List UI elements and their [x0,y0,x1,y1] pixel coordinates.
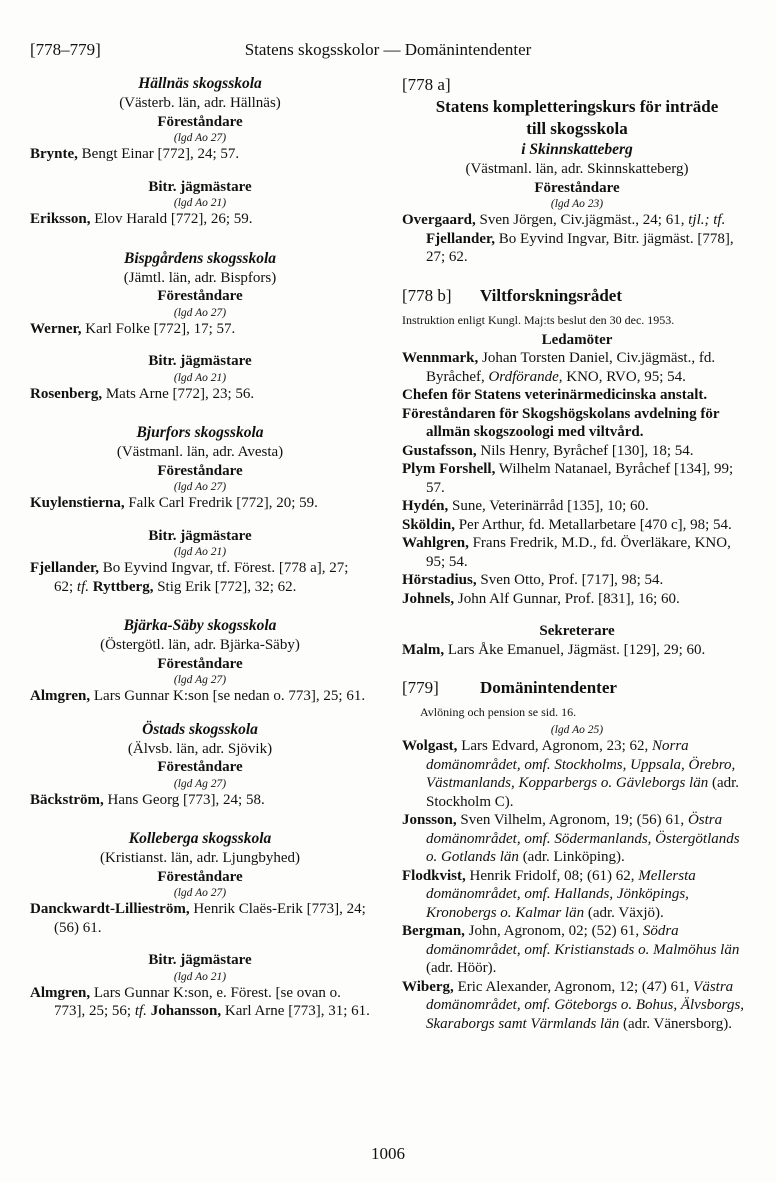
member-entry [402,534,752,571]
member-entry [402,571,752,590]
intendant-entry [402,737,752,811]
person-details: Bengt Einar [772], 24; 57. [77,146,240,162]
role-heading: Föreståndare [157,113,243,130]
person-details: Lars Åke Emanuel, Jägmäst. [129], 29; 60. [444,641,706,658]
person-entry [30,494,370,513]
section-778b [402,287,752,660]
person-details: Sven Otto, Prof. [717], 98; 54. [476,572,664,588]
district: Östra domänområdet, omf. Södermanlands, Östergötlands o. Gotlands län [426,812,740,865]
member-entry [402,349,752,386]
role-heading: Ledamöter [541,331,613,348]
person-details: Henrik Fridolf, 08; (61) 62, [465,867,639,884]
bjarka-saby-section [30,616,370,706]
person-name: Kuylenstierna, [30,495,125,511]
person-details: Sune, Veterinärråd [135], 10; 60. [448,498,649,514]
role-heading: Bitr. jägmästare [148,952,252,968]
person-details: John Alf Gunnar, Prof. [831], 16; 60. [454,590,680,607]
district: Norra domänområdet, omf. Stockholms, Uppsala, Örebro, Västmanlands, Kopparbergs o. Gävleborgs län [426,738,736,791]
person-name: Johansson, [146,1003,222,1019]
section-title-line2: till skogsskola [526,119,628,138]
tf-abbrev: tf. [709,212,726,228]
person-entry [30,984,370,1021]
person-details: Falk Carl Fredrik [772], 20; 59. [124,495,318,511]
person-entry [402,211,752,267]
school-title: Bjurfors skogsskola [136,424,264,441]
person-name: Gustafsson, [402,442,477,459]
person-details: Sven Jörgen, Civ.jägmäst., 24; 61, [475,212,689,228]
person-entry [30,791,370,810]
tf-abbrev: tf. [76,578,90,595]
running-header [0,40,776,64]
hallnas-section [30,74,370,229]
person-name: Rosenberg, [30,385,103,402]
person-details: John, Agronom, 02; (52) 61, [464,923,643,939]
school-title: Bispgårdens skogsskola [123,249,277,267]
person-details: Wilhelm Natanael, Byråchef [134], 99; 57. [426,461,734,496]
school-address: (Kristianst. län, adr. Ljungbyhed) [100,850,300,866]
person-name: Ryttberg, [89,578,154,595]
salary-grade: (lgd Ag 27) [173,674,227,686]
person-name: Werner, [30,320,82,337]
school-address: (Västerb. län, adr. Hällnäs) [119,95,281,111]
role-heading: Bitr. jägmästare [148,527,252,544]
school-address: (Östergötl. län, adr. Bjärka-Säby) [100,637,300,653]
section-778a [402,74,752,267]
instruction-note: Instruktion enligt Kungl. Maj:ts beslut den 30 dec. 1953. [402,312,675,327]
person-name: Flodkvist, [402,867,466,884]
section-title: Domänintendenter [480,678,617,697]
school-address: (Älvsb. län, adr. Sjövik) [127,740,273,757]
salary-grade: (lgd Ao 27) [173,481,227,493]
school-address: (Västmanl. län, adr. Avesta) [116,444,284,460]
person-name: Sköldin, [402,516,455,533]
person-details: Henrik Claës-Erik [773], 24; (56) 61. [54,901,366,936]
person-details: Stig Erik [772], 32; 62. [153,578,297,595]
school-title: Bjärka-Säby skogsskola [123,617,277,634]
person-name: Malm, [402,641,445,658]
person-name: Wahlgren, [402,535,469,551]
school-address: (Jämtl. län, adr. Bispfors) [123,269,277,286]
role-heading: Sekreterare [539,623,615,639]
person-name: Eriksson, [30,211,91,227]
school-title: Kolleberga skogsskola [128,830,272,847]
district: Västra domänområdet, omf. Göteborgs o. Bohus, Älvsborgs, Skaraborgs samt Värmlands län [426,978,745,1032]
bispgarden-section [30,249,370,404]
role-heading: Föreståndare [157,288,243,304]
person-name: Brynte, [30,146,78,162]
person-name: Fjellander, [426,230,496,247]
role-heading: Föreståndare [157,759,243,775]
intendant-entry [402,978,752,1034]
section-heading [402,287,752,313]
intendant-entry [402,922,752,978]
ostad-section [30,720,370,810]
salary-grade: (lgd Ao 21) [173,371,227,384]
person-address: (adr. Vänersborg). [619,1015,732,1032]
person-details: Bo Eyvind Ingvar, tf. Förest. [778 a], 27; 62; [54,560,349,595]
person-details: Eric Alexander, Agronom, 12; (47) 61, [453,978,694,995]
person-entry [30,145,370,164]
school-title: Hällnäs skogsskola [138,75,262,92]
salary-grade: (lgd Ao 23) [550,198,604,210]
member-entry [402,497,752,516]
member-entry: Föreståndaren för Skogshögskolans avdelning för allmän skogszoologi med viltvård. [402,405,720,440]
person-details: Per Arthur, fd. Metallarbetare [470 c], 98; 54. [454,516,732,533]
person-entry [30,210,370,229]
salary-note: Avlöning och pension se sid. 16. [420,705,577,719]
member-entry [402,442,752,461]
role-heading: Bitr. jägmästare [148,353,252,369]
right-column [402,74,752,1033]
salary-grade: (lgd Ao 27) [173,306,227,319]
salary-grade: (lgd Ao 21) [173,546,227,558]
person-details: Bo Eyvind Ingvar, Bitr. jägmäst. [778], 27; 62. [426,230,734,265]
person-details: Hans Georg [773], 24; 58. [103,791,265,808]
section-address: (Västmanl. län, adr. Skinnskatteberg) [465,161,689,177]
district: Södra domänområdet, omf. Kristianstads o. Malmöhus län [426,923,740,958]
header-page-range: [778–779] [30,40,101,59]
person-name: Bäckström, [30,791,104,808]
person-details: Lars Edvard, Agronom, 23; 62, [457,738,652,754]
person-name: Fjellander, [30,560,100,576]
salary-grade: (lgd Ao 21) [173,970,227,983]
role-heading: Föreståndare [534,179,620,196]
role-heading: Föreståndare [157,868,243,885]
person-entry [30,320,370,339]
role-heading: Bitr. jägmästare [148,178,252,195]
person-details: Frans Fredrik, M.D., fd. Överläkare, KNO, 95; 54. [426,535,731,570]
member-entry: Chefen för Statens veterinärmedicinska anstalt. [402,387,708,403]
person-address: (adr. Linköping). [518,849,625,865]
salary-grade: (lgd Ag 27) [173,777,227,790]
person-details: Johan Torsten Daniel, Civ.jägmäst., fd. Byråchef, [426,350,716,385]
person-details: Nils Henry, Byråchef [130], 18; 54. [476,442,694,459]
person-name: Bergman, [402,923,465,939]
chair-role: Ordförande, [488,368,563,385]
person-name: Wennmark, [402,350,479,366]
person-name: Almgren, [30,984,91,1001]
person-name: Hörstadius, [402,572,477,588]
salary-grade: (lgd Ao 27) [173,132,227,144]
bjurfors-section [30,423,370,596]
section-heading [402,679,752,705]
person-name: Danckwardt-Lillieström, [30,901,190,917]
person-name: Wolgast, [402,738,458,754]
salary-grade: (lgd Ao 21) [173,197,227,209]
section-number: [778 a] [402,75,451,94]
tf-abbrev: tf. [134,1003,147,1019]
intendant-entry [402,811,752,867]
person-address: (adr. Växjö). [584,904,664,921]
person-details: KNO, RVO, 95; 54. [562,368,686,385]
school-title: Östads skogsskola [142,720,258,738]
person-entry [30,900,370,937]
left-column [30,74,370,1021]
section-place: i Skinnskatteberg [521,141,633,158]
person-address: (adr. Höör). [426,960,497,976]
intendant-entry [402,867,752,923]
section-title: Viltforskningsrådet [480,285,622,305]
page-number: 1006 [371,1144,405,1163]
person-details: Karl Folke [772], 17; 57. [81,320,236,337]
member-entry [402,590,752,609]
kolleberga-section [30,829,370,1021]
section-number: [778 b] [402,285,452,305]
person-details: Sven Vilhelm, Agronom, 19; (56) 61, [456,812,688,828]
person-details: Karl Arne [773], 31; 61. [221,1003,370,1019]
header-title: Statens skogsskolor — Domänintendenter [244,40,532,59]
salary-grade: (lgd Ao 25) [550,724,604,736]
section-title: Statens kompletteringskurs för inträde [435,97,719,116]
person-details: Lars Gunnar K:son, e. Förest. [se ovan o. 773], 25; 56; [54,984,341,1019]
district: Mellersta domänområdet, omf. Hallands, Jönköpings, Kronobergs o. Kalmar län [426,867,696,921]
person-entry [30,687,370,706]
member-entry [402,641,752,660]
person-name: Hydén, [402,498,449,514]
person-entry [30,559,370,596]
section-779 [402,679,752,1033]
person-details: Mats Arne [772], 23; 56. [102,385,255,402]
salary-grade: (lgd Ao 27) [173,887,227,899]
person-name: Wiberg, [402,978,454,995]
role-heading: Föreståndare [157,655,243,672]
person-details: Lars Gunnar K:son [se nedan o. 773], 25; 61. [90,688,366,704]
person-details: Elov Harald [772], 26; 59. [90,211,253,227]
person-entry [30,385,370,404]
role-heading: Föreståndare [157,462,243,479]
person-name: Plym Forshell, [402,461,496,477]
section-number: [779] [402,678,439,697]
person-name: Jonsson, [402,812,457,828]
member-entry [402,516,752,535]
person-address: (adr. Stockholm C). [426,775,740,810]
person-name: Almgren, [30,688,91,704]
tjl-abbrev: tjl.; [688,212,710,228]
member-entry [402,460,752,497]
person-name: Overgaard, [402,212,476,228]
person-name: Johnels, [402,590,455,607]
